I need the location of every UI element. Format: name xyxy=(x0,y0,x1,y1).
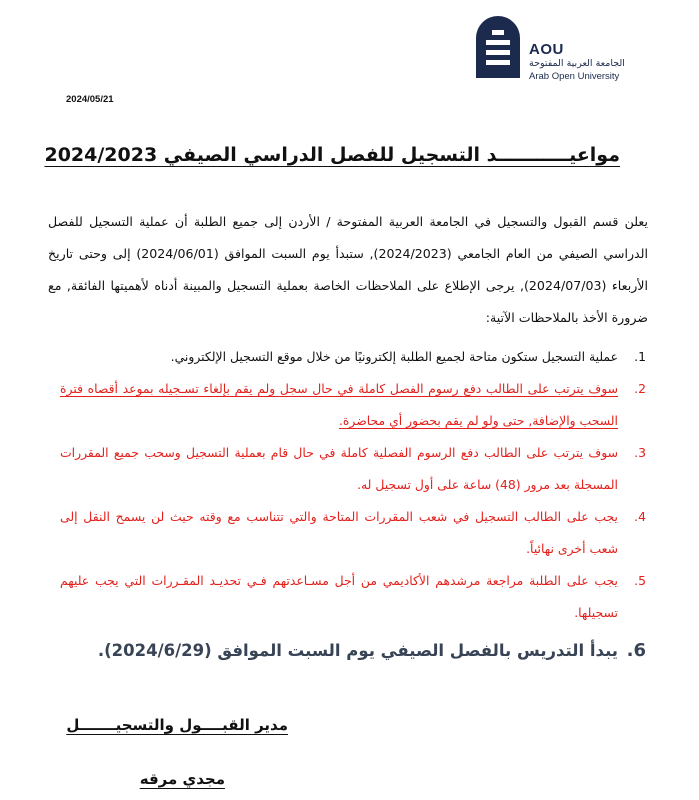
note-text: عملية التسجيل ستكون متاحة لجميع الطلبة إلكترونيًا من خلال موقع التسجيل الإلكتروني. xyxy=(170,349,618,364)
note-item-5 xyxy=(60,565,646,629)
note-number: 6. xyxy=(626,640,646,661)
aou-emblem-icon xyxy=(476,16,520,78)
note-item-4 xyxy=(60,501,646,565)
page-title: مواعيـــــــــــد التسجيل للفصل الدراسي الصيفي 2024/2023 xyxy=(44,144,620,166)
signatory-name: مجدي مرقه xyxy=(139,770,225,788)
notes-list xyxy=(60,341,646,669)
note-number: 5. xyxy=(634,573,646,588)
logo-abbreviation: AOU xyxy=(529,41,564,58)
note-text: يبدأ التدريس بالفصل الصيفي يوم السبت الموافق (2024/6/29). xyxy=(97,641,618,660)
note-text: يجب على الطالب التسجيل في شعب المقررات المتاحة والتي تتناسب مع وقته حيث لن يسمح النقل إلى شعب أخرى نهائياً. xyxy=(60,509,618,556)
intro-paragraph: يعلن قسم القبول والتسجيل في الجامعة العربية المفتوحة / الأردن إلى جميع الطلبة أن عملية التسجيل للفصل الدراسي الصيفي من العام الجامعي (2024/2023), ستبدأ يوم السبت الموافق (2024/06/01) إلى وحتى تاريخ الأربعاء (2024/07/03), يرجى الإطلاع على الملاحظات الخاصة بعملية التسجيل والمبينة أدناه لأهميتها الفائقة, مع ضرورة الأخذ بالملاحظات الآتية: xyxy=(48,214,648,325)
note-number: 4. xyxy=(634,509,646,524)
note-number: 3. xyxy=(634,445,646,460)
note-item-2 xyxy=(60,373,646,437)
note-text: سوف يترتب على الطالب دفع الرسوم الفصلية كاملة في حال قام بعملية التسجيل وسحب جميع المقررات المسجلة بعد مرور (48) ساعة على أول تسجيل له. xyxy=(60,445,618,492)
note-number: 1. xyxy=(634,349,646,364)
logo-english-name: Arab Open University xyxy=(529,71,620,82)
logo-arabic-name: الجامعة العربية المفتوحة xyxy=(529,58,625,69)
signatory-title: مدير القبــــول والتسجيـــــــل xyxy=(66,716,288,734)
note-item-3 xyxy=(60,437,646,501)
note-item-6 xyxy=(60,633,646,669)
note-item-1 xyxy=(60,341,646,373)
note-number: 2. xyxy=(634,381,646,396)
document-date: 2024/05/21 xyxy=(66,94,114,105)
aou-logo xyxy=(476,16,636,82)
note-text: سوف يترتب على الطالب دفع رسوم الفصل كاملة في حال سجل ولم يقم بإلغاء تسـجيله بموعد أقصاه فترة السحب والإضافة, حتى ولو لم يقم بحضور أي محاضرة. xyxy=(60,381,618,428)
note-text: يجب على الطلبة مراجعة مرشدهم الأكاديمي من أجل مسـاعدتهم فـي تحديـد المقـررات التي يجب عليهم تسجيلها. xyxy=(60,573,618,620)
